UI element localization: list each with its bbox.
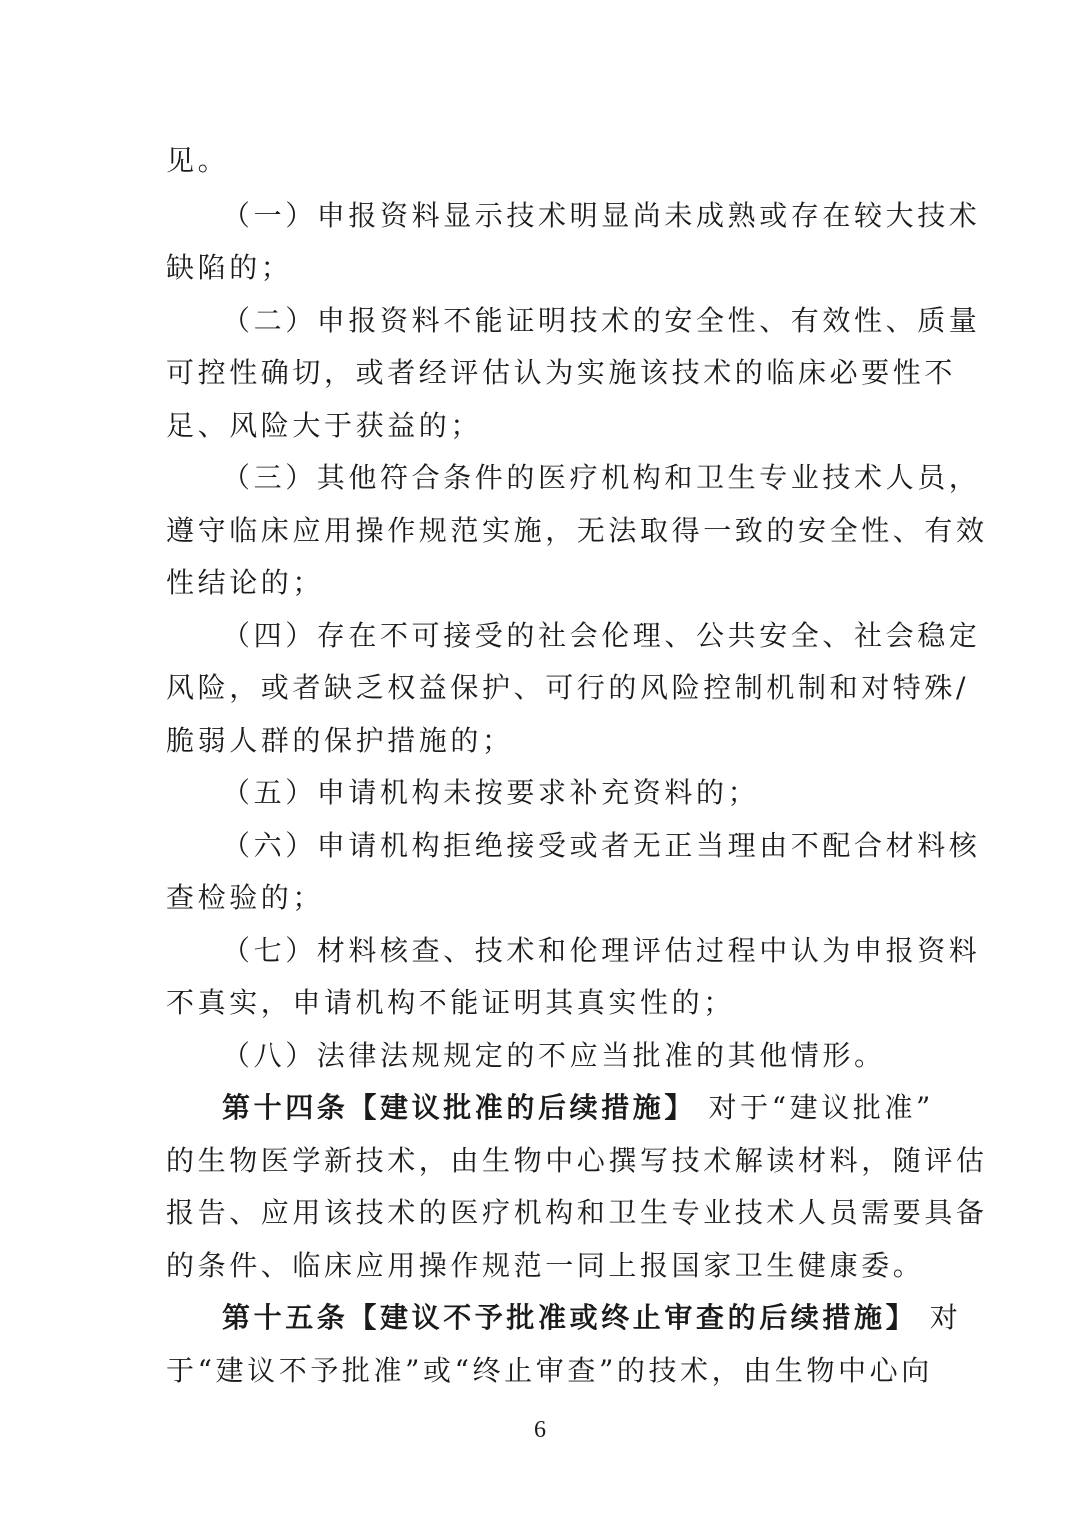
text-line: 的生物医学新技术，由生物中心撰写技术解读材料，随评估 <box>166 1144 988 1177</box>
text-line: （二）申报资料不能证明技术的安全性、有效性、质量 <box>222 304 981 337</box>
article-15-text: 对 <box>929 1301 962 1334</box>
text-line: 见。 <box>166 144 230 177</box>
text-line: （四）存在不可接受的社会伦理、公共安全、社会稳定 <box>222 619 981 652</box>
text-line: 性结论的； <box>166 566 325 599</box>
article-14-text: 对于“建议批准” <box>708 1091 934 1124</box>
text-line: 的条件、临床应用操作规范一同上报国家卫生健康委。 <box>166 1249 925 1282</box>
text-line: 于“建议不予批准”或“终止审查”的技术，由生物中心向 <box>166 1354 933 1387</box>
article-14-heading: 第十四条【建议批准的后续措施】 <box>222 1091 697 1124</box>
text-line: （七）材料核查、技术和伦理评估过程中认为申报资料 <box>222 934 981 967</box>
text-line: 不真实，申请机构不能证明其真实性的； <box>166 986 735 1019</box>
text-line: （五）申请机构未按要求补充资料的； <box>222 776 760 809</box>
article-14-first-line <box>222 1088 934 1128</box>
text-line: （六）申请机构拒绝接受或者无正当理由不配合材料核 <box>222 829 981 862</box>
text-line: 风险，或者缺乏权益保护、可行的风险控制机制和对特殊/ <box>166 671 970 704</box>
text-line: （一）申报资料显示技术明显尚未成熟或存在较大技术 <box>222 199 981 232</box>
text-line: 查检验的； <box>166 881 325 914</box>
text-line: 缺陷的； <box>166 251 293 284</box>
text-line: 可控性确切，或者经评估认为实施该技术的临床必要性不 <box>166 356 957 389</box>
article-15-first-line <box>222 1298 962 1338</box>
text-line: 足、风险大于获益的； <box>166 409 483 442</box>
text-line: 报告、应用该技术的医疗机构和卫生专业技术人员需要具备 <box>166 1196 988 1229</box>
text-line: 脆弱人群的保护措施的； <box>166 724 514 757</box>
page-number: 6 <box>534 1417 546 1443</box>
text-line: （八）法律法规规定的不应当批准的其他情形。 <box>222 1039 886 1072</box>
article-15-heading: 第十五条【建议不予批准或终止审查的后续措施】 <box>222 1301 918 1334</box>
text-line: （三）其他符合条件的医疗机构和卫生专业技术人员， <box>222 461 981 494</box>
text-line: 遵守临床应用操作规范实施，无法取得一致的安全性、有效 <box>166 514 988 547</box>
